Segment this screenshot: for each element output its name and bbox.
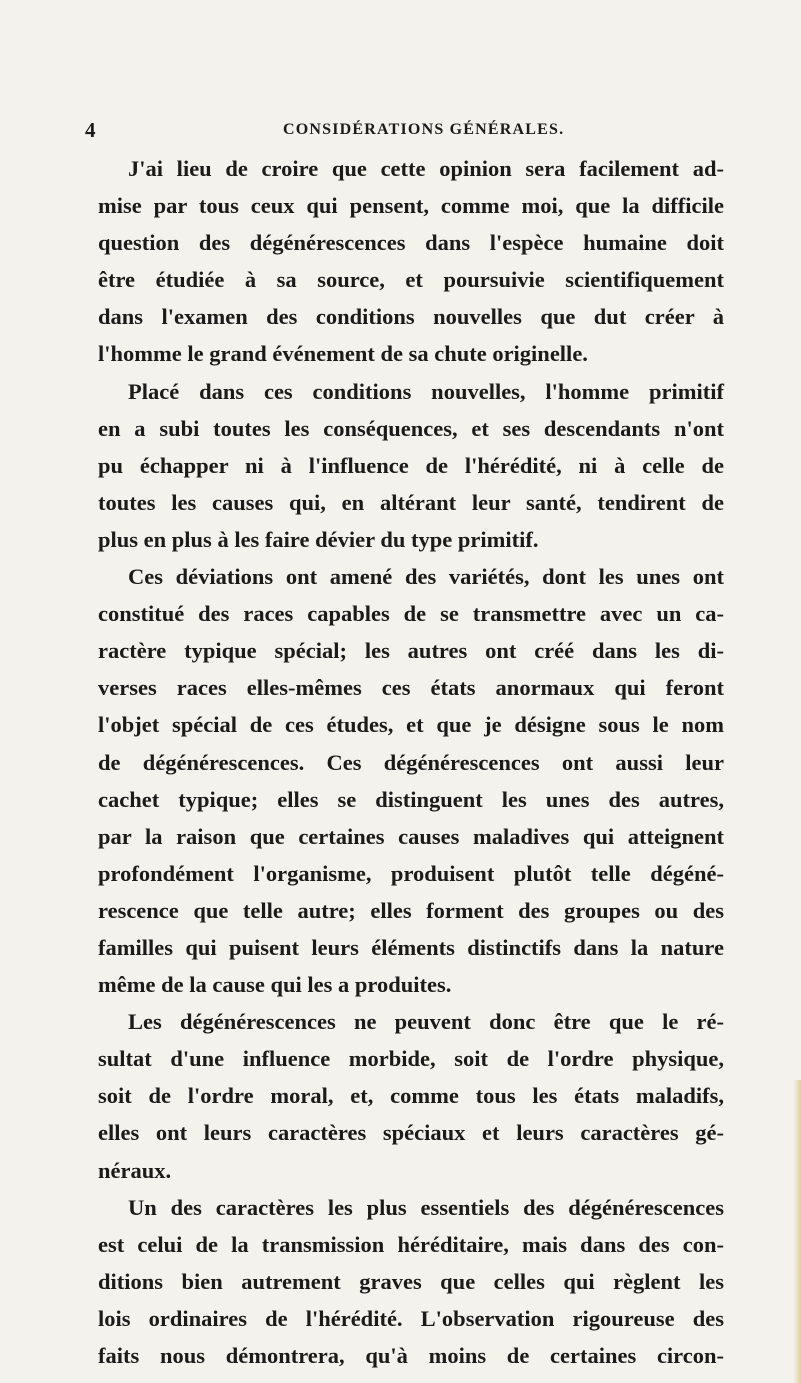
text-line: mise par tous ceux qui pensent, comme moi, que la difficile: [98, 193, 724, 219]
text-line: Placé dans ces conditions nouvelles, l'homme primitif: [128, 378, 724, 404]
text-line: Les dégénérescences ne peuvent donc être que le ré-: [128, 1009, 724, 1035]
text-line: elles ont leurs caractères spéciaux et leurs caractères gé-: [98, 1120, 724, 1146]
text-line: cachet typique; elles se distinguent les unes des autres,: [98, 786, 724, 812]
text-line: question des dégénérescences dans l'espèce humaine doit: [98, 230, 724, 256]
text-line: faits nous démontrera, qu'à moins de certaines circon-: [98, 1343, 724, 1368]
text-line: néraux.: [98, 1157, 172, 1183]
text-line: pu échapper ni à l'influence de l'hérédité, ni à celle de: [98, 452, 724, 478]
text-line: dans l'examen des conditions nouvelles que dut créer à: [98, 304, 724, 330]
text-line: par la raison que certaines causes maladives qui atteignent: [98, 823, 724, 849]
text-line: J'ai lieu de croire que cette opinion sera facilement ad-: [128, 156, 724, 181]
text-line: Un des caractères les plus essentiels des dégénérescences: [128, 1194, 724, 1220]
text-line: Ces déviations ont amené des variétés, dont les unes ont: [128, 564, 724, 590]
text-line: même de la cause qui les a produites.: [98, 972, 452, 998]
text-line: de dégénérescences. Ces dégénérescences ont aussi leur: [98, 749, 724, 775]
text-line: l'objet spécial de ces études, et que je désigne sous le nom: [98, 712, 724, 738]
text-line: soit de l'ordre moral, et, comme tous les états maladifs,: [98, 1083, 724, 1109]
text-line: sultat d'une influence morbide, soit de l'ordre physique,: [98, 1046, 724, 1072]
running-title: CONSIDÉRATIONS GÉNÉRALES.: [283, 121, 565, 138]
text-line: familles qui puisent leurs éléments distinctifs dans la nature: [98, 934, 724, 960]
text-line: rescence que telle autre; elles forment des groupes ou des: [98, 897, 724, 923]
text-line: être étudiée à sa source, et poursuivie scientifiquement: [98, 267, 724, 293]
body-text: [98, 150, 724, 1374]
text-line: lois ordinaires de l'hérédité. L'observation rigoureuse des: [98, 1305, 724, 1331]
text-line: l'homme le grand événement de sa chute originelle.: [98, 341, 588, 367]
page-edge-stain: [793, 1080, 801, 1383]
text-line: constitué des races capables de se transmettre avec un ca-: [98, 601, 724, 627]
text-line: en a subi toutes les conséquences, et ses descendants n'ont: [98, 415, 724, 441]
page-header: [85, 118, 725, 146]
text-line: est celui de la transmission héréditaire, mais dans des con-: [98, 1231, 724, 1257]
text-line: verses races elles-mêmes ces états anormaux qui feront: [98, 675, 724, 701]
text-line: ditions bien autrement graves que celles qui règlent les: [98, 1268, 724, 1294]
text-line: profondément l'organisme, produisent plutôt telle dégéné-: [98, 860, 724, 886]
text-line: plus en plus à les faire dévier du type primitif.: [98, 526, 539, 552]
page-number: 4: [85, 118, 96, 142]
text-line: toutes les causes qui, en altérant leur santé, tendirent de: [98, 489, 724, 515]
text-line: ractère typique spécial; les autres ont créé dans les di-: [98, 638, 724, 664]
